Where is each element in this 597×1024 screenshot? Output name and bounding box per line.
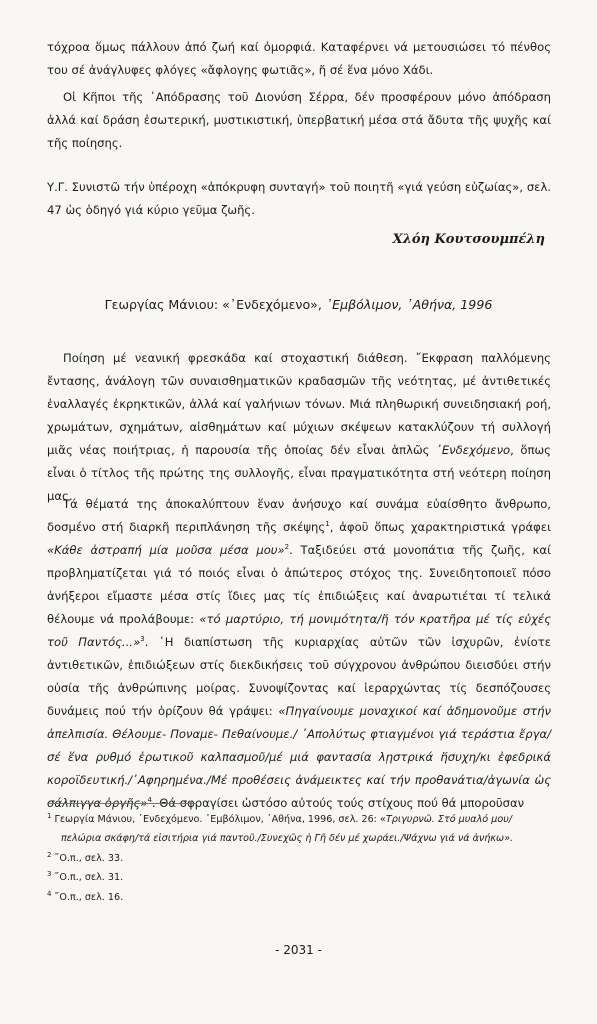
footnote-2 [47, 849, 551, 868]
footnote-number: 4 [47, 889, 52, 898]
review-title-text: Γεωργίας Μάνιου: «᾿Ενδεχόμενο», [104, 297, 326, 312]
page-number: - 2031 - [275, 943, 322, 957]
author-signature: Χλόη Κουτσουμπέλη [392, 232, 545, 247]
text-run: , ἀφοῦ ὅπως χαρακτηριστικά γράφει [329, 520, 551, 534]
quote-italic: «Κάθε ἀστραπή μία μοῦσα μέσα μου» [47, 543, 285, 557]
text-run-italic: ᾿Ενδεχόμενο [436, 443, 511, 457]
footnote-text: Γεωργία Μάνιου, ᾿Ενδεχόμενο. ᾿Εμβόλιμον, ᾿Αθήνα, 1996, σελ. 26: [54, 814, 380, 825]
footnote-italic: «Τριγυρνῶ. Στό μυαλό μου/πελώρια σκάφη/τά εἰσιτήρια γιά παντοῦ./Συνεχῶς ἡ Γῆ δέν μέ χωράει./Ψάχνω γιά νά ἀνήκω». [61, 814, 514, 845]
review-paragraph-2 [47, 493, 551, 815]
footnote-number: 1 [47, 811, 52, 820]
quote-italic: «τό μαρτύριο, τή μονιμότητα/ἤ τόν κρατῆρα μέ τίς εὐχές τοῦ Παντός...» [47, 612, 552, 649]
text-run: . ῾Η διαπίστωση τῆς κυριαρχίας αὐτῶν τῶν ἰσχυρῶν, ἐνίοτε ἀντιθετικῶν, ἐπιδιώξεων στίς διεκδικήσεις τοῦ σύγχρονου ἀνθρώπου διεισδύει στήν οὐσία τῆς ἀνθρώπινης μοίρας. Συνοψίζοντας καί ἱεραρχώντας τίς δεσπόζουσες δυνάμεις πού τήν ὁρίζουν θά γράψει: [47, 635, 551, 718]
intro-paragraph-2: Οἱ Κῆποι τῆς ᾿Απόδρασης τοῦ Διονύση Σέρρα, δέν προσφέρουν μόνο ἀπόδραση ἀλλά καί δράση ἐσωτερική, μυστικιστική, ὑπερβατική μέσα στά ἄδυτα τῆς ψυχῆς καί τῆς ποίησης. [47, 90, 551, 150]
footnote-ref: 4 [147, 796, 152, 805]
footnote-text: ῎Ο.π., σελ. 33. [54, 852, 124, 864]
text-run: Τά θέματά της ἀποκαλύπτουν ἕναν ἀνήσυχο καί συνάμα εὐαίσθητο ἄνθρωπο, δοσμένο στή διαρκῆ περιπλάνηση τῆς σκέψης [47, 497, 551, 534]
footnote-ref: 3 [140, 635, 145, 644]
text-run: , ὅπως εἶναι ὁ τίτλος τῆς πρώτης της συλλογῆς, εἶναι πραγματικότητα στή νεότερη ποίηση μας. [47, 443, 551, 503]
intro-paragraph-1: τόχροα ὅμως πάλλουν ἀπό ζωή καί ὀμορφιά. Καταφέρνει νά μετουσιώσει τό πένθος του σέ ἀνάγλυφες φλόγες «ἄφλογης φωτιᾶς», ἤ σέ ἕνα μόνο Χάδι. [47, 40, 551, 77]
footnote-ref: 1 [325, 520, 330, 529]
quote-italic: «Πηγαίνουμε μοναχικοί καί ἀδημονοῦμε στήν ἀπελπισία. Θέλουμε- Ποναμε- Πεθαίνουμε./ ᾿Απολύτως φτιαγμένοι γιά τεράστια ἔργα/σέ ἕνα ρυθμό ἐρωτικοῦ καλπασμοῦ/μέ μιά φαντασία λῃστρικά ἥσυχη/κι ἐφεδρικά κοροϊδευτική./᾿Αφηρημένα./Μέ προθέσεις ἀνάμεικτες καί τήν προθανάτια/ἀγωνία ὡς σάλπιγγα ὀργῆς» [47, 704, 551, 810]
footnote-4 [47, 888, 551, 907]
footnote-1 [47, 810, 551, 849]
footnote-ref: 2 [284, 543, 290, 552]
review-title-publisher: ᾿Εμβόλιμον, ᾿Αθήνα, 1996 [325, 297, 493, 312]
footnote-text: ῎Ο.π., σελ. 31. [54, 872, 124, 884]
footnote-number: 2 [47, 850, 52, 859]
postscript-paragraph: Υ.Γ. Συνιστῶ τήν ὑπέροχη «ἀπόκρυφη συνταγή» τοῦ ποιητῆ «γιά γεύση εὐζωίας», σελ. 47 ὡς ὁδηγό γιά κύριο γεῦμα ζωῆς. [47, 180, 551, 217]
footnote-3 [47, 868, 551, 887]
text-run: Ποίηση μέ νεανική φρεσκάδα καί στοχαστική διάθεση. ῎Εκφραση παλλόμενης ἔντασης, ἀνάλογη τῶν συναισθηματικῶν κραδασμῶν τῆς νεότητας, μέ ἀντιθετικές ἐναλλαγές ἐκρηκτικῶν, ἀλλά καί γαλήνιων τόνων. Μιά πληθωρική συνειδησιακή ροή, χρωμάτων, σχημάτων, αἰσθημάτων καί μύχιων σκέψεων κατακλύζουν τή συλλογή μιᾶς νέας ποιήτριας, ἡ παρουσία τῆς ὁποίας δέν εἶναι ἁπλῶς [47, 351, 551, 457]
text-run: . Θά σφραγίσει ὡστόσο αὐτούς τούς στίχους πού θά μποροῦσαν [151, 796, 525, 810]
footnote-divider [47, 803, 197, 804]
review-paragraph-1 [47, 347, 551, 508]
footnote-number: 3 [47, 870, 52, 879]
text-run: . Ταξιδεύει στά μονοπάτια τῆς ζωῆς, καί προβληματίζεται γιά τό ποιός εἶναι ὁ ἀπώτερος στόχος της. Συνειδητοποιεῖ πόσο ἀνήξεροι εἴμαστε μέσα στίς ἴδιες μας τίς ἐπιδιώξεις καί ἀναρωτιέται τί τελικά θέλουμε νά προλάβουμε: [47, 543, 551, 626]
footnotes [47, 810, 551, 907]
footnote-text: ῎Ο.π., σελ. 16. [54, 891, 124, 903]
review-title [0, 297, 597, 312]
